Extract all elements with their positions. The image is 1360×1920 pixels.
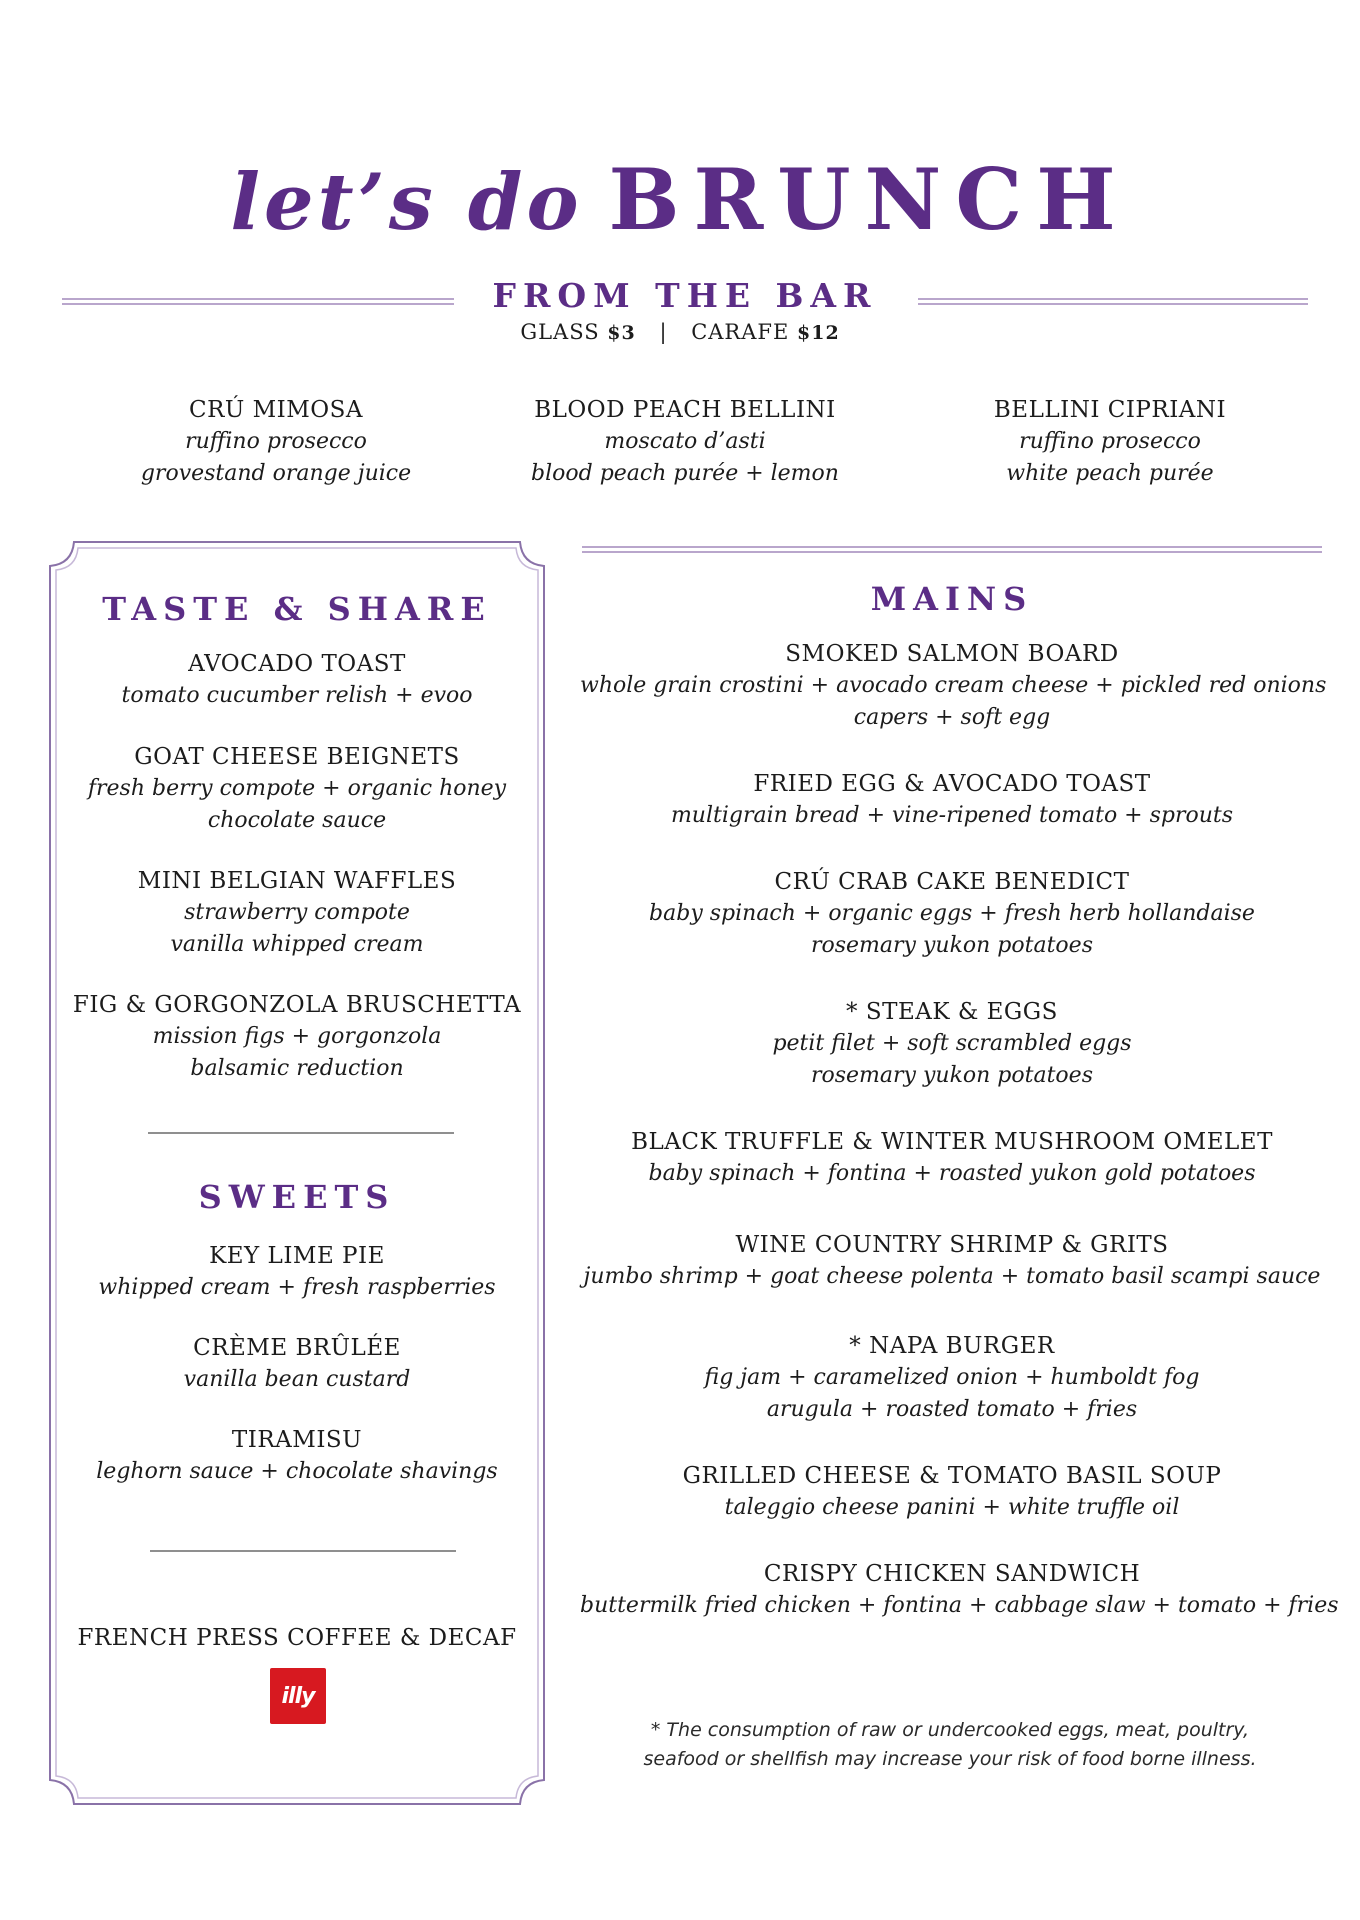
- menu-item: [60, 1240, 534, 1304]
- item-desc: balsamic reduction: [190, 1056, 404, 1081]
- item-name: MINI BELGIAN WAFFLES: [137, 868, 457, 894]
- menu-item: [60, 741, 534, 837]
- item-name: TIRAMISU: [231, 1427, 363, 1453]
- menu-item: [580, 768, 1324, 832]
- item-desc: vanilla whipped cream: [170, 932, 424, 957]
- item-desc: buttermilk fried chicken + fontina + cabbage slaw + tomato + fries: [580, 1593, 1339, 1618]
- menu-item: [580, 1126, 1324, 1190]
- footnote-line: seafood or shellfish may increase your risk of food borne illness.: [643, 1748, 1257, 1770]
- bar-rule-left: [62, 298, 454, 305]
- mains-heading: MAINS: [870, 580, 1034, 618]
- illy-logo: [270, 1668, 326, 1724]
- carafe-label: CARAFE: [691, 320, 790, 344]
- item-name: FIG & GORGONZOLA BRUSCHETTA: [72, 992, 522, 1018]
- mains-rule: [582, 546, 1322, 553]
- item-desc: rosemary yukon potatoes: [810, 1063, 1093, 1088]
- drink-item: [500, 394, 870, 490]
- item-name: SMOKED SALMON BOARD: [785, 641, 1119, 667]
- item-name: CRÚ CRAB CAKE BENEDICT: [774, 869, 1130, 895]
- item-desc: tomato cucumber relish + evoo: [121, 683, 473, 708]
- drink-desc: ruffino prosecco: [1019, 429, 1201, 454]
- menu-item: [580, 1330, 1324, 1426]
- bar-heading: FROM THE BAR: [492, 276, 878, 315]
- item-name: FRIED EGG & AVOCADO TOAST: [753, 771, 1151, 797]
- item-desc: fresh berry compote + organic honey: [87, 776, 507, 801]
- item-name: BLACK TRUFFLE & WINTER MUSHROOM OMELET: [631, 1129, 1273, 1155]
- item-desc: whole grain crostini + avocado cream cheese + pickled red onions: [580, 673, 1327, 698]
- drink-item: [930, 394, 1290, 490]
- item-desc: mission figs + gorgonzola: [152, 1024, 442, 1049]
- drink-desc: ruffino prosecco: [185, 429, 367, 454]
- title-script: let’s do: [230, 157, 583, 248]
- item-desc: chocolate sauce: [207, 808, 387, 833]
- item-desc: taleggio cheese panini + white truffle oil: [724, 1495, 1180, 1520]
- menu-item: [580, 638, 1327, 734]
- menu-item: [60, 1424, 534, 1488]
- drink-desc: blood peach purée + lemon: [531, 461, 839, 486]
- drink-item: [96, 394, 456, 490]
- panel-frame: [48, 540, 546, 1806]
- glass-price: $3: [607, 322, 636, 344]
- item-desc: rosemary yukon potatoes: [810, 933, 1093, 958]
- menu-item: [580, 1460, 1324, 1524]
- item-name: GOAT CHEESE BEIGNETS: [134, 744, 460, 770]
- menu-item: [580, 1229, 1324, 1293]
- glass-label: GLASS: [520, 320, 600, 344]
- item-desc: leghorn sauce + chocolate shavings: [96, 1459, 498, 1484]
- drink-desc: white peach purée: [1006, 461, 1214, 486]
- drink-desc: moscato d’asti: [604, 429, 766, 454]
- item-name: CRÈME BRÛLÉE: [193, 1335, 401, 1361]
- item-desc: baby spinach + organic eggs + fresh herb hollandaise: [649, 901, 1255, 926]
- bar-prices: [430, 320, 930, 344]
- title-block: BRUNCH: [608, 150, 1130, 249]
- menu-item: [60, 989, 534, 1085]
- allergy-footnote: [600, 1716, 1300, 1774]
- item-desc: jumbo shrimp + goat cheese polenta + tomato basil scampi sauce: [583, 1264, 1321, 1289]
- item-desc: fig jam + caramelized onion + humboldt fog: [704, 1365, 1200, 1390]
- page-title: [0, 150, 1360, 249]
- menu-item: [580, 996, 1324, 1092]
- drink-name: BELLINI CIPRIANI: [993, 397, 1227, 423]
- menu-item: [60, 648, 534, 712]
- taste-sweets-panel: [48, 540, 546, 1806]
- item-name: * STEAK & EGGS: [846, 999, 1058, 1025]
- price-separator: |: [659, 320, 668, 344]
- section-divider: [150, 1550, 456, 1552]
- carafe-price: $12: [797, 322, 840, 344]
- drink-name: BLOOD PEACH BELLINI: [534, 397, 836, 423]
- coffee-item: [60, 1622, 534, 1654]
- menu-item: [60, 865, 534, 961]
- item-desc: whipped cream + fresh raspberries: [98, 1275, 496, 1300]
- item-desc: strawberry compote: [184, 900, 410, 925]
- taste-heading: TASTE & SHARE: [102, 590, 492, 628]
- menu-item: [60, 1332, 534, 1396]
- item-name: KEY LIME PIE: [209, 1243, 385, 1269]
- item-desc: petit filet + soft scrambled eggs: [772, 1031, 1132, 1056]
- item-name: GRILLED CHEESE & TOMATO BASIL SOUP: [682, 1463, 1222, 1489]
- illy-logo-text: illy: [281, 1683, 315, 1709]
- item-name: * NAPA BURGER: [849, 1333, 1055, 1359]
- drink-desc: grovestand orange juice: [140, 461, 412, 486]
- bar-rule-right: [918, 298, 1308, 305]
- item-name: CRISPY CHICKEN SANDWICH: [763, 1561, 1141, 1587]
- menu-item: [580, 866, 1324, 962]
- section-divider: [148, 1132, 454, 1134]
- item-desc: capers + soft egg: [853, 705, 1051, 730]
- item-desc: arugula + roasted tomato + fries: [766, 1397, 1138, 1422]
- item-desc: multigrain bread + vine-ripened tomato + sprouts: [670, 803, 1234, 828]
- item-name: AVOCADO TOAST: [188, 651, 406, 677]
- item-desc: baby spinach + fontina + roasted yukon gold potatoes: [648, 1161, 1256, 1186]
- item-desc: vanilla bean custard: [183, 1367, 411, 1392]
- coffee-name: FRENCH PRESS COFFEE & DECAF: [77, 1625, 517, 1651]
- footnote-line: * The consumption of raw or undercooked eggs, meat, poultry,: [650, 1719, 1250, 1741]
- menu-item: [580, 1558, 1339, 1622]
- drink-name: CRÚ MIMOSA: [188, 397, 364, 423]
- item-name: WINE COUNTRY SHRIMP & GRITS: [735, 1232, 1169, 1258]
- sweets-heading: SWEETS: [198, 1178, 396, 1216]
